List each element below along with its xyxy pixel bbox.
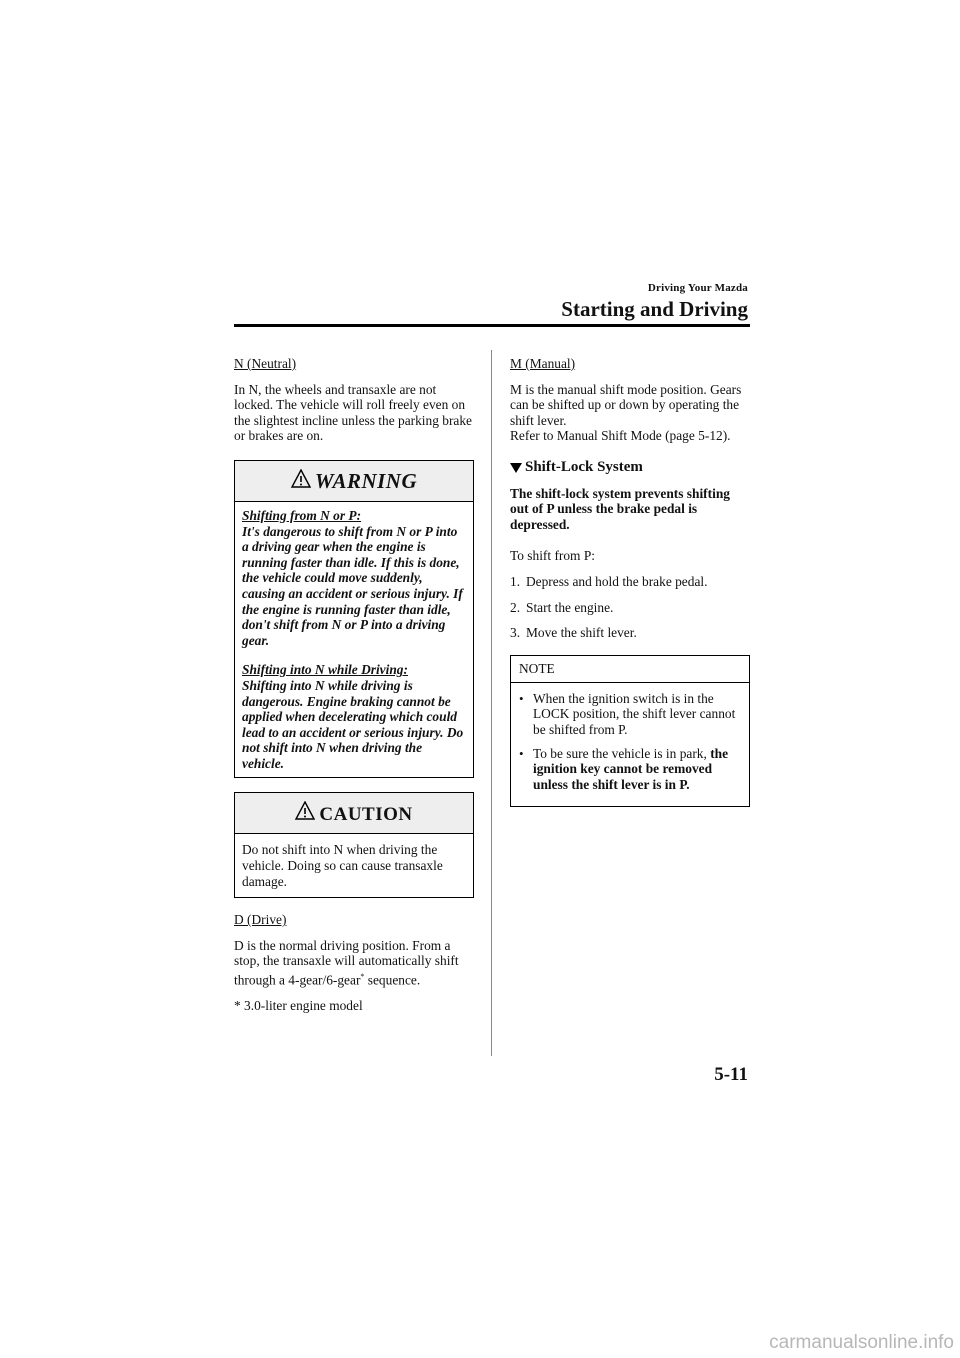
caution-title-bar [235, 793, 473, 834]
step-number: 2. [510, 599, 521, 615]
manual-text [510, 382, 750, 444]
note-bullet [519, 691, 741, 738]
step-item [510, 574, 750, 590]
step-text: Start the engine. [526, 599, 614, 615]
drive-text-a: D is the normal driving position. From a stop, the transaxle will automatically shift through a 4-gear/6-gear [234, 937, 459, 988]
chapter-title: Starting and Driving [561, 297, 748, 321]
note-bullet2-bold: the ignition key cannot be removed unless the shift lever is in P. [533, 745, 729, 792]
shift-from-text: To shift from P: [510, 548, 595, 564]
warning-sub1: Shifting from N or P: [242, 507, 362, 523]
warning-title-bar [235, 461, 473, 502]
bullet-dot-icon: • [519, 690, 524, 706]
neutral-text: In N, the wheels and transaxle are not locked. The vehicle will roll freely even on the slightest incline unless the parking brake or brakes are on. [234, 381, 472, 444]
warning-triangle-icon [291, 469, 311, 489]
step-number: 1. [510, 573, 521, 589]
warning-text1: It's dangerous to shift from N or P into a driving gear when the engine is running faster than idle. If this is done, the vehicle could move suddenly, causing an accident or serious injury. If the engine is running faster than idle, don't shift from N or P into a driving gear. [242, 523, 463, 648]
column-divider [491, 350, 492, 1056]
warning-body [235, 502, 473, 778]
note-bullet [519, 746, 741, 793]
bullet-dot-icon: • [519, 745, 524, 761]
drive-text [234, 938, 474, 988]
left-column [234, 356, 474, 1024]
caution-box [234, 792, 474, 898]
note-bullet-text: When the ignition switch is in the LOCK position, the shift lever cannot be shifted from P. [533, 690, 736, 737]
right-column [510, 356, 750, 807]
step-item [510, 600, 750, 616]
manual-reference: Refer to Manual Shift Mode (page 5-12). [510, 428, 731, 444]
running-header [561, 282, 748, 322]
step-text: Depress and hold the brake pedal. [526, 573, 708, 589]
warning-text2: Shifting into N while driving is dangerous. Engine braking cannot be applied when decelerating which could lead to an accident or serious injury. Do not shift into N when driving the vehicle. [242, 677, 464, 771]
note-title: NOTE [511, 656, 749, 683]
note-bullet2-plain: To be sure the vehicle is in park, [533, 745, 711, 761]
footnote: * 3.0-liter engine model [234, 998, 363, 1014]
neutral-heading: N (Neutral) [234, 356, 297, 371]
step-text: Move the shift lever. [526, 625, 637, 641]
note-box [510, 655, 750, 808]
note-bullet-text [533, 746, 741, 793]
down-triangle-icon [510, 463, 522, 473]
caution-triangle-icon [295, 801, 315, 821]
step-item [510, 625, 750, 641]
caution-title: CAUTION [319, 804, 413, 826]
header-rule [234, 324, 750, 327]
shiftlock-heading-text: Shift-Lock System [525, 458, 643, 475]
watermark: carmanualsonline.info [769, 1332, 954, 1353]
drive-text-b: sequence. [364, 972, 421, 988]
caution-text: Do not shift into N when driving the vehicle. Doing so can cause transaxle damage. [242, 842, 443, 889]
step-number: 3. [510, 625, 521, 641]
shiftlock-heading [510, 460, 750, 476]
note-body [511, 683, 749, 807]
page-number: 5-11 [714, 1064, 748, 1085]
warning-sub2: Shifting into N while Driving: [242, 662, 408, 678]
warning-title: WARNING [314, 468, 418, 493]
manual-heading: M (Manual) [510, 356, 576, 371]
warning-box [234, 460, 474, 779]
drive-footnote-mark: * [360, 972, 365, 982]
section-label: Driving Your Mazda [647, 282, 748, 294]
shiftlock-bold-text: The shift-lock system prevents shifting out of P unless the brake pedal is depressed. [510, 485, 730, 532]
drive-heading: D (Drive) [234, 912, 287, 928]
manual-text-main: M is the manual shift mode position. Gears can be shifted up or down by operating the shift lever. [510, 381, 742, 428]
